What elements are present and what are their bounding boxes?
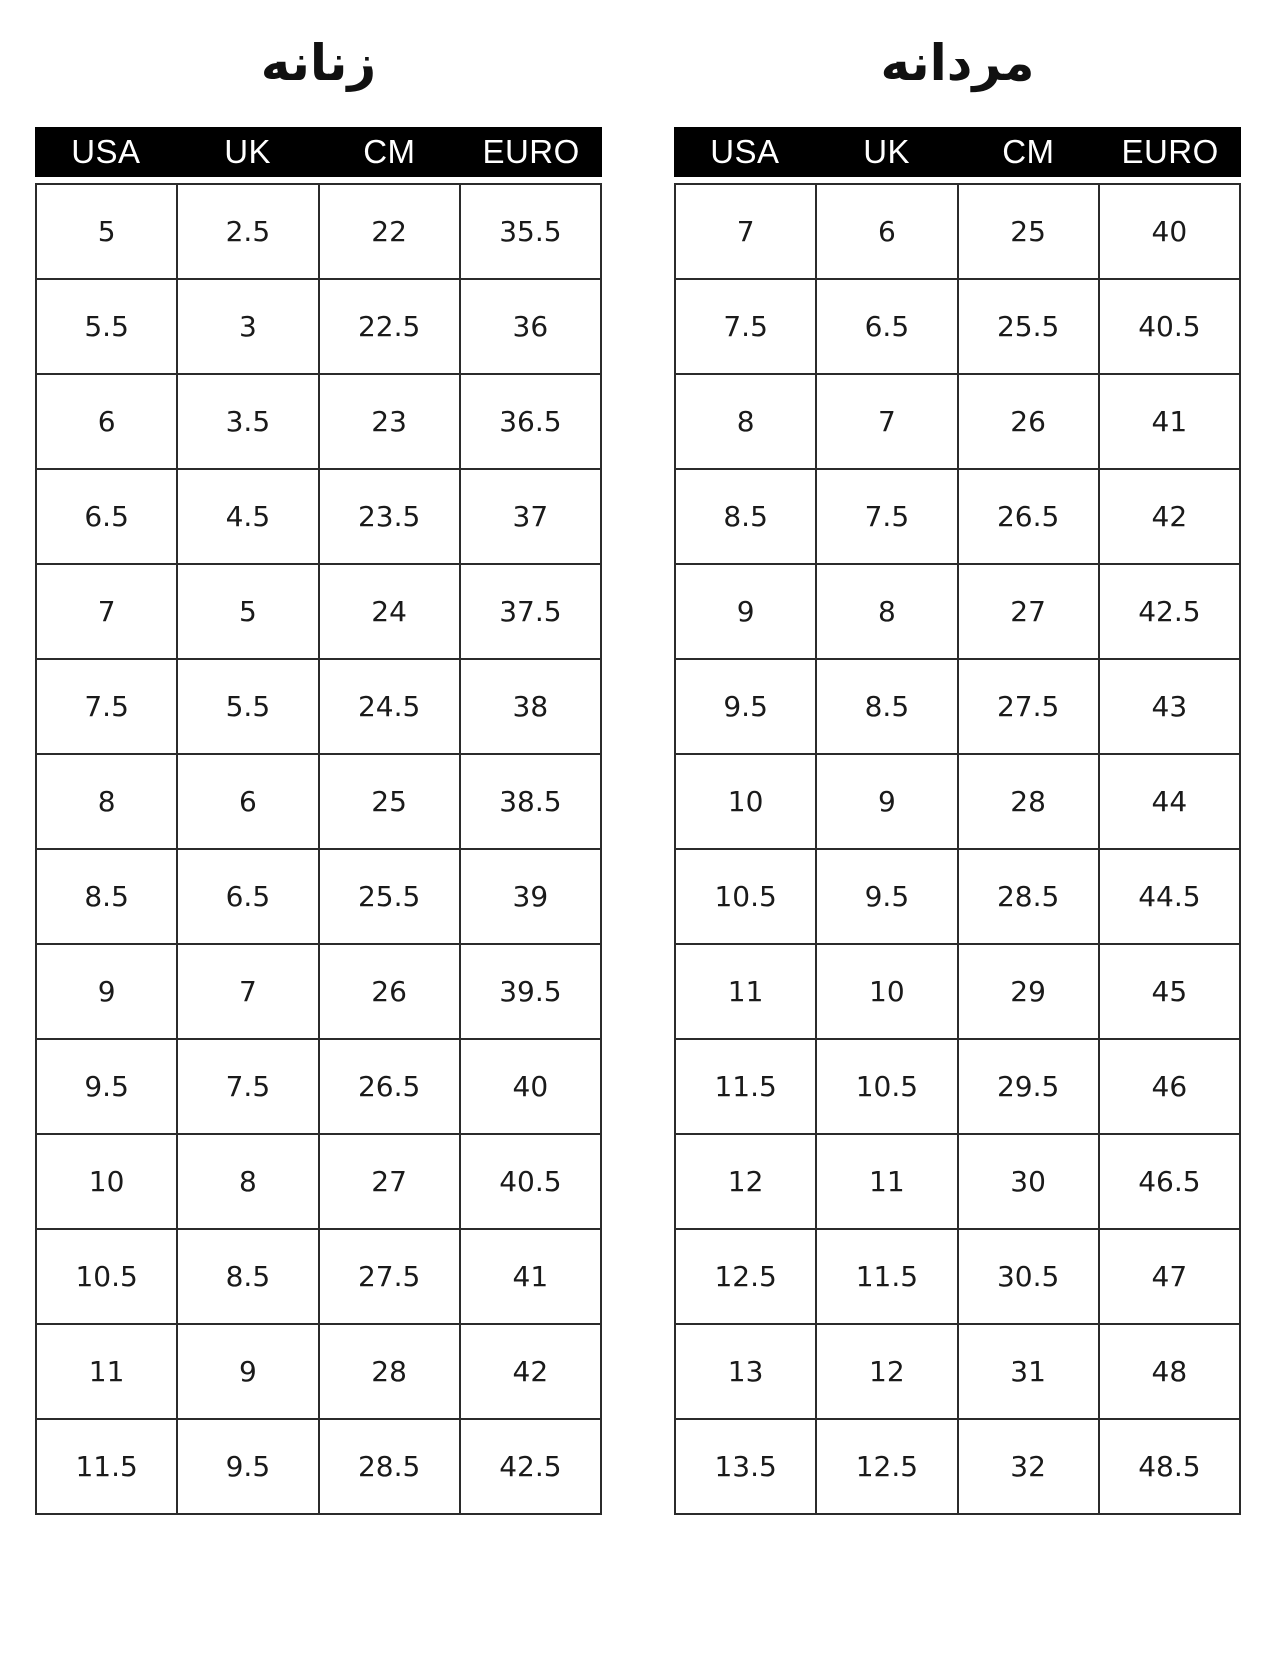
cell-euro: 48.5 [1099,1419,1240,1514]
cell-usa: 6 [36,374,177,469]
women-size-table [35,183,602,1515]
cell-uk: 6 [816,184,957,279]
cell-usa: 12 [675,1134,816,1229]
cell-cm: 30.5 [958,1229,1099,1324]
cell-cm: 28 [319,1324,460,1419]
cell-cm: 30 [958,1134,1099,1229]
table-row [36,564,601,659]
cell-uk: 8 [816,564,957,659]
table-row [675,1229,1240,1324]
cell-uk: 10.5 [816,1039,957,1134]
cell-uk: 5 [177,564,318,659]
cell-usa: 8 [36,754,177,849]
cell-euro: 40 [460,1039,601,1134]
table-row [36,184,601,279]
cell-cm: 25 [319,754,460,849]
cell-cm: 28.5 [319,1419,460,1514]
cell-uk: 3.5 [177,374,318,469]
header-euro: EURO [1121,133,1219,170]
cell-uk: 6.5 [816,279,957,374]
cell-cm: 31 [958,1324,1099,1419]
cell-euro: 40.5 [460,1134,601,1229]
cell-euro: 37.5 [460,564,601,659]
table-row [675,944,1240,1039]
cell-usa: 8.5 [675,469,816,564]
cell-cm: 25.5 [958,279,1099,374]
cell-euro: 47 [1099,1229,1240,1324]
cell-cm: 24.5 [319,659,460,754]
cell-euro: 42.5 [460,1419,601,1514]
cell-uk: 8.5 [177,1229,318,1324]
table-row [36,1134,601,1229]
cell-usa: 11.5 [36,1419,177,1514]
cell-euro: 44.5 [1099,849,1240,944]
cell-euro: 46 [1099,1039,1240,1134]
cell-euro: 41 [460,1229,601,1324]
cell-usa: 7 [36,564,177,659]
cell-euro: 39.5 [460,944,601,1039]
cell-cm: 28 [958,754,1099,849]
cell-euro: 44 [1099,754,1240,849]
cell-euro: 38 [460,659,601,754]
table-row [675,1419,1240,1514]
cell-euro: 36.5 [460,374,601,469]
header-usa: USA [71,133,141,170]
table-row [36,849,601,944]
header-cm: CM [363,133,416,170]
cell-cm: 24 [319,564,460,659]
header-usa: USA [710,133,780,170]
table-row [36,1229,601,1324]
header-euro: EURO [482,133,580,170]
table-row [36,1324,601,1419]
cell-uk: 9 [816,754,957,849]
cell-uk: 4.5 [177,469,318,564]
cell-uk: 11.5 [816,1229,957,1324]
cell-usa: 7 [675,184,816,279]
cell-euro: 48 [1099,1324,1240,1419]
cell-euro: 42 [460,1324,601,1419]
table-row [675,1039,1240,1134]
table-row [675,184,1240,279]
cell-uk: 6.5 [177,849,318,944]
cell-usa: 9.5 [675,659,816,754]
cell-uk: 9.5 [816,849,957,944]
cell-usa: 10.5 [675,849,816,944]
cell-uk: 9 [177,1324,318,1419]
cell-usa: 11 [36,1324,177,1419]
women-title: زنانه [260,34,377,92]
cell-cm: 27.5 [958,659,1099,754]
table-row [36,659,601,754]
men-title: مردانه [880,34,1035,92]
cell-uk: 9.5 [177,1419,318,1514]
cell-euro: 46.5 [1099,1134,1240,1229]
cell-cm: 29.5 [958,1039,1099,1134]
cell-cm: 22.5 [319,279,460,374]
cell-cm: 28.5 [958,849,1099,944]
cell-cm: 25 [958,184,1099,279]
table-row [36,279,601,374]
table-row [36,374,601,469]
header-cm: CM [1002,133,1055,170]
table-row [675,659,1240,754]
cell-cm: 23 [319,374,460,469]
cell-usa: 5.5 [36,279,177,374]
table-row [675,1134,1240,1229]
cell-euro: 40 [1099,184,1240,279]
cell-usa: 9.5 [36,1039,177,1134]
cell-cm: 26 [958,374,1099,469]
cell-uk: 8 [177,1134,318,1229]
table-row [675,469,1240,564]
cell-usa: 7.5 [36,659,177,754]
cell-usa: 8.5 [36,849,177,944]
header-uk: UK [224,133,272,170]
cell-cm: 32 [958,1419,1099,1514]
cell-euro: 40.5 [1099,279,1240,374]
table-row [36,754,601,849]
cell-cm: 27 [319,1134,460,1229]
cell-uk: 7 [177,944,318,1039]
cell-euro: 37 [460,469,601,564]
cell-usa: 11 [675,944,816,1039]
table-row [36,469,601,564]
cell-usa: 8 [675,374,816,469]
cell-cm: 26.5 [958,469,1099,564]
cell-uk: 10 [816,944,957,1039]
cell-uk: 7 [816,374,957,469]
cell-usa: 9 [675,564,816,659]
table-row [675,279,1240,374]
cell-euro: 36 [460,279,601,374]
women-table-body [36,184,601,1514]
cell-euro: 42.5 [1099,564,1240,659]
cell-euro: 45 [1099,944,1240,1039]
cell-uk: 5.5 [177,659,318,754]
cell-usa: 5 [36,184,177,279]
cell-cm: 22 [319,184,460,279]
cell-uk: 8.5 [816,659,957,754]
men-header-bar [674,127,1241,177]
cell-euro: 41 [1099,374,1240,469]
cell-usa: 7.5 [675,279,816,374]
cell-usa: 10 [675,754,816,849]
cell-cm: 27 [958,564,1099,659]
table-row [675,754,1240,849]
header-uk: UK [863,133,911,170]
cell-cm: 25.5 [319,849,460,944]
cell-euro: 39 [460,849,601,944]
cell-euro: 35.5 [460,184,601,279]
table-row [675,849,1240,944]
table-row [675,1324,1240,1419]
cell-usa: 13.5 [675,1419,816,1514]
cell-cm: 27.5 [319,1229,460,1324]
cell-uk: 6 [177,754,318,849]
cell-usa: 9 [36,944,177,1039]
cell-usa: 13 [675,1324,816,1419]
cell-uk: 7.5 [816,469,957,564]
cell-cm: 29 [958,944,1099,1039]
cell-euro: 38.5 [460,754,601,849]
men-size-table [674,183,1241,1515]
cell-usa: 10.5 [36,1229,177,1324]
cell-usa: 11.5 [675,1039,816,1134]
cell-euro: 42 [1099,469,1240,564]
cell-uk: 11 [816,1134,957,1229]
cell-cm: 26.5 [319,1039,460,1134]
cell-uk: 7.5 [177,1039,318,1134]
cell-usa: 10 [36,1134,177,1229]
cell-usa: 6.5 [36,469,177,564]
table-row [36,944,601,1039]
table-row [675,564,1240,659]
cell-usa: 12.5 [675,1229,816,1324]
table-row [36,1419,601,1514]
cell-uk: 3 [177,279,318,374]
cell-uk: 12.5 [816,1419,957,1514]
cell-uk: 2.5 [177,184,318,279]
cell-cm: 26 [319,944,460,1039]
men-table-body [675,184,1240,1514]
table-row [36,1039,601,1134]
table-row [675,374,1240,469]
cell-uk: 12 [816,1324,957,1419]
cell-euro: 43 [1099,659,1240,754]
women-header-bar [35,127,602,177]
cell-cm: 23.5 [319,469,460,564]
